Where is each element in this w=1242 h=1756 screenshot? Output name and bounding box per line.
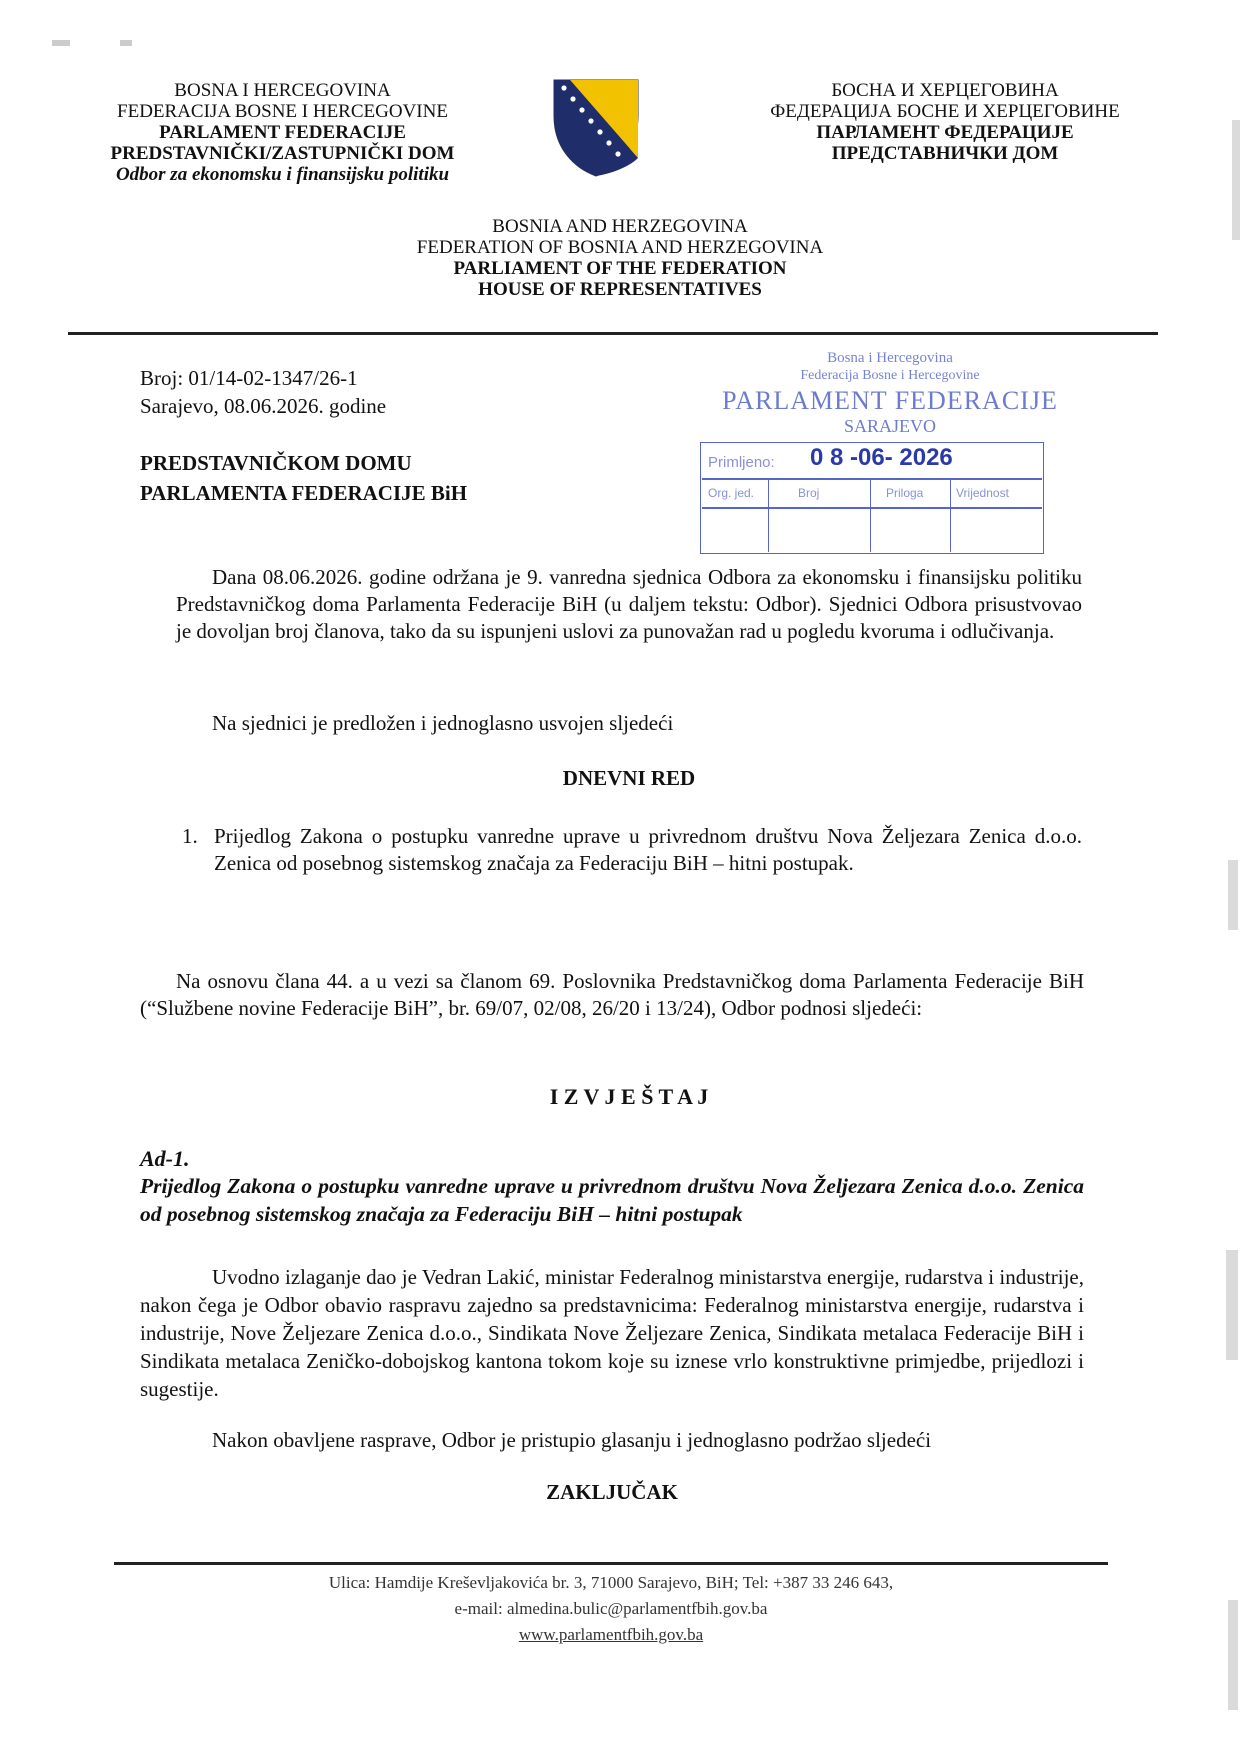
reference-block xyxy=(140,364,386,420)
report-title: I Z V J E Š T A J xyxy=(549,1084,709,1109)
header-center-house: HOUSE OF REPRESENTATIVES xyxy=(478,279,762,300)
vote-paragraph: Nakon obavljene rasprave, Odbor je pristupio glasanju i jednoglasno podržao sljedeći xyxy=(212,1428,932,1452)
header-right xyxy=(720,80,1170,164)
intro-paragraph: Dana 08.06.2026. godine održana je 9. vanredna sjednica Odbora za ekonomsku i finansijsku politiku Predstavničkog doma Parlamenta Federacije BiH (u daljem tekstu: Odbor). Sjednici Odbora prisustvovao je dovoljan broj članova, tako da su ispunjeni uslovi za punovažan rad u pogledu kvoruma i odlučivanja. xyxy=(176,565,1082,643)
stamp-line-city: SARAJEVO xyxy=(843,416,936,436)
header-right-parliament: ПАРЛАМЕНТ ФЕДЕРАЦИЈЕ xyxy=(816,122,1074,143)
stamp-line-country: Bosna i Hercegovina xyxy=(827,350,953,366)
stamp-grid-col-line xyxy=(768,479,769,552)
header-divider xyxy=(68,332,1158,335)
header-right-house: ПРЕДСТАВНИЧКИ ДОМ xyxy=(831,143,1059,164)
footer-website[interactable]: www.parlamentfbih.gov.ba xyxy=(518,1625,704,1644)
stamp-col-attachments: Priloga xyxy=(886,486,924,500)
header-left-house: PREDSTAVNIČKI/ZASTUPNIČKI DOM xyxy=(110,143,455,164)
scan-edge-mark xyxy=(1226,1250,1238,1360)
header-right-country: БОСНА И ХЕРЦЕГОВИНА xyxy=(831,80,1059,101)
scan-edge-mark xyxy=(1228,860,1238,930)
legal-basis-paragraph: Na osnovu člana 44. a u vezi sa članom 69. Poslovnika Predstavničkog doma Parlamenta Federacije BiH (“Službene novine Federacije BiH”, br. 69/07, 02/08, 26/20 i 13/24), Odbor podnosi sljedeći: xyxy=(140,969,1084,1020)
ad-title: Prijedlog Zakona o postupku vanredne uprave u privrednom društvu Nova Željezara Zenica d.o.o. Zenica od posebnog sistemskog značaja za Federaciju BiH – hitni postupak xyxy=(140,1174,1084,1226)
ad-label: Ad-1. xyxy=(140,1146,190,1171)
footer-divider xyxy=(114,1562,1108,1565)
discussion-paragraph: Uvodno izlaganje dao je Vedran Lakić, ministar Federalnog ministarstva energije, rudarstva i industrije, nakon čega je Odbor obavio raspravu zajedno sa predstavnicima: Federalnog ministarstva energije, rudarstva i industrije, Nove Željezare Zenica d.o.o., Sindikata Nove Željezare Zenica, Sindikata metalaca Federacije BiH i Sindikata metalaca Zeničko-dobojskog kantona tokom koje su iznese vrlo konstruktivne primjedbe, prijedlozi i sugestije. xyxy=(140,1265,1084,1401)
header-center-country: BOSNIA AND HERZEGOVINA xyxy=(492,216,748,237)
scan-edge-mark xyxy=(1232,120,1240,240)
footer-website-link[interactable] xyxy=(114,1622,1108,1648)
stamp-col-number: Broj xyxy=(798,486,820,500)
conclusion-title: ZAKLJUČAK xyxy=(546,1480,678,1504)
header-right-federation: ФЕДЕРАЦИЈА БОСНЕ И ХЕРЦЕГОВИНЕ xyxy=(770,101,1120,122)
reference-number: Broj: 01/14-02-1347/26-1 xyxy=(140,366,358,390)
addressee-block xyxy=(140,448,467,508)
stamp-col-value: Vrijednost xyxy=(956,486,1009,500)
stamp-grid-row-line xyxy=(702,478,1042,480)
stamp-line-federation: Federacija Bosne i Hercegovine xyxy=(800,368,980,383)
scan-speck xyxy=(120,40,132,46)
stamp-received-label: Primljeno: xyxy=(708,454,775,471)
stamp-grid-col-line xyxy=(870,479,871,552)
header-left-committee: Odbor za ekonomsku i finansijsku politiku xyxy=(115,164,450,185)
coat-of-arms-icon xyxy=(552,78,640,178)
scan-speck xyxy=(52,40,70,46)
header-center-parliament: PARLIAMENT OF THE FEDERATION xyxy=(453,258,787,279)
stamp-col-org-unit: Org. jed. xyxy=(708,486,755,500)
stamp-grid-col-line xyxy=(950,479,951,552)
header-left-parliament: PARLAMENT FEDERACIJE xyxy=(159,122,406,143)
header-left-federation: FEDERACIJA BOSNE I HERCEGOVINE xyxy=(117,101,448,122)
footer-email[interactable]: e-mail: almedina.bulic@parlamentfbih.gov.ba xyxy=(454,1599,768,1618)
header-center-federation: FEDERATION OF BOSNIA AND HERZEGOVINA xyxy=(416,237,824,258)
agenda-intro: Na sjednici je predložen i jednoglasno usvojen sljedeći xyxy=(212,711,674,735)
agenda-item-number: 1. xyxy=(182,824,198,848)
stamp-grid-row-line xyxy=(702,507,1042,509)
header-left xyxy=(70,80,495,185)
footer-address: Ulica: Hamdije Kreševljakovića br. 3, 71000 Sarajevo, BiH; Tel: +387 33 246 643, xyxy=(328,1573,894,1592)
stamp-line-parliament: PARLAMENT FEDERACIJE xyxy=(722,386,1058,415)
footer xyxy=(114,1570,1108,1648)
addressee-line-2: PARLAMENTA FEDERACIJE BiH xyxy=(140,481,468,505)
header-center xyxy=(300,216,940,300)
header-left-country: BOSNA I HERCEGOVINA xyxy=(174,80,391,101)
reference-date: Sarajevo, 08.06.2026. godine xyxy=(140,394,387,418)
addressee-line-1: PREDSTAVNIČKOM DOMU xyxy=(140,451,412,475)
scan-edge-mark xyxy=(1228,1600,1238,1710)
agenda-title: DNEVNI RED xyxy=(562,766,696,790)
stamp-received-date: 0 8 -06- 2026 xyxy=(810,444,953,471)
agenda-item-1: Prijedlog Zakona o postupku vanredne uprave u privrednom društvu Nova Željezara Zenica d.o.o. Zenica od posebnog sistemskog značaja za Federaciju BiH – hitni postupak. xyxy=(214,824,1082,875)
